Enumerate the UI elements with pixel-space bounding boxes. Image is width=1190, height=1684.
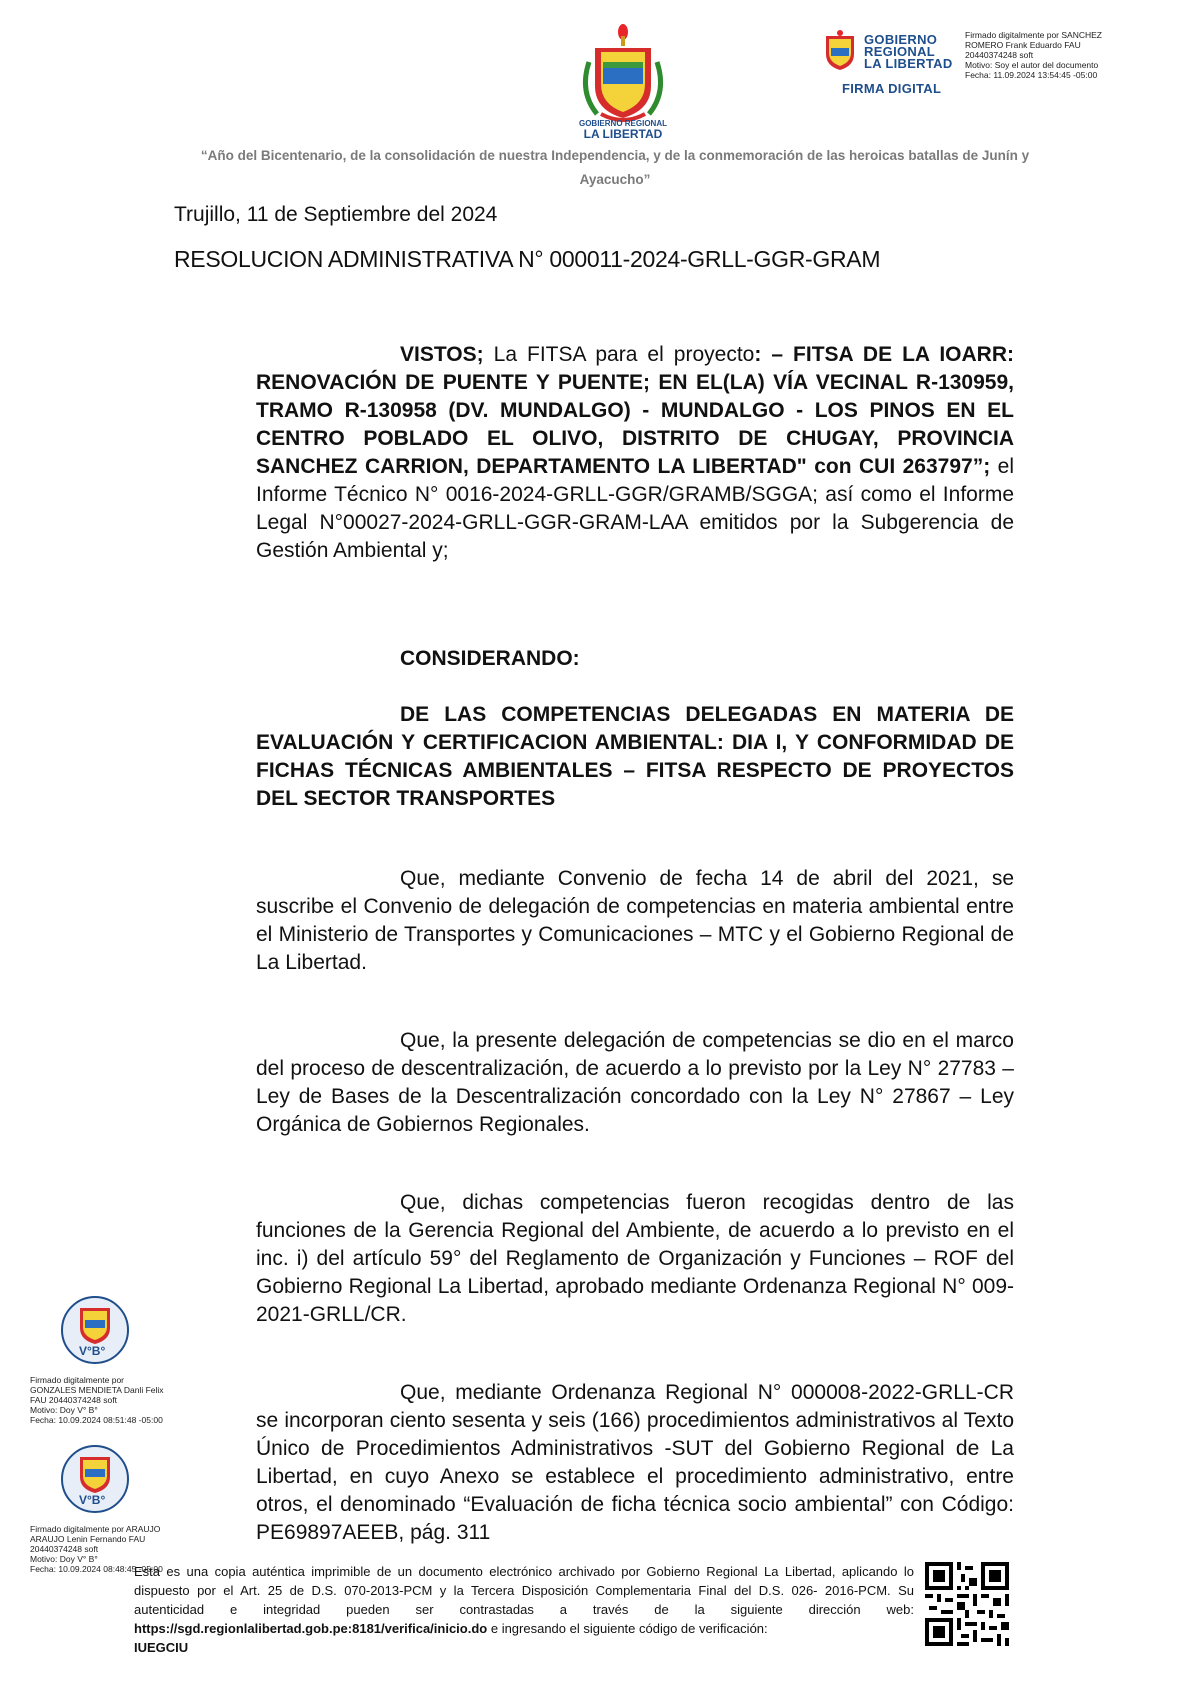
slogan: [190, 144, 1040, 192]
place-date: Trujillo, 11 de Septiembre del 2024: [174, 203, 498, 226]
paragraph-3: Que, dichas competencias fueron recogidas dentro de las funciones de la Gerencia Regional del Ambiente, de acuerdo a lo previsto en el inc. i) del artículo 59° del Reglamento de Organización y Funciones – ROF del Gobierno Regional La Libertad, aprobado mediante Ordenanza Regional N° 009-2021-GRLL/CR.: [256, 1191, 1014, 1326]
signature-logo-icon: [820, 28, 860, 72]
digital-signature-top: [820, 28, 1160, 98]
vb-label: V°B°: [79, 1344, 106, 1358]
paragraph-1: Que, mediante Convenio de fecha 14 de abril del 2021, se suscribe el Convenio de delegación de competencias en materia ambiental entre el Ministerio de Transportes y Comunicaciones – MTC y el Gobierno Regional de La Libertad.: [256, 867, 1014, 974]
project-name: : – FITSA DE LA IOARR: RENOVACIÓN DE PUENTE Y PUENTE; EN EL(LA) VÍA VECINAL R-130959, TRAMO R-130958 (DV. MUNDALGO) - MUNDALGO - LOS PINOS EN EL CENTRO POBLADO EL OLIVO, DISTRITO DE CHUGAY, PROVINCIA SANCHEZ CARRION, DEPARTAMENTO LA LIBERTAD" con CUI 263797”;: [256, 343, 1014, 478]
considerando-heading: CONSIDERANDO:: [400, 647, 580, 670]
verification-code: IUEGCIU: [134, 1640, 189, 1655]
paragraph-4: Que, mediante Ordenanza Regional N° 000008-2022-GRLL-CR se incorporan ciento sesenta y seis (166) procedimientos administrativos al Texto Único de Procedimientos Administrativos -SUT del Gobierno Regional de La Libertad, en cuyo Anexo se establece el procedimiento administrativo, entre otros, el denominado “Evaluación de ficha técnica socio ambiental” con Código: PE69897AEEB, pág. 311: [256, 1381, 1014, 1544]
vb-label: V°B°: [79, 1493, 106, 1507]
competencias-heading: DE LAS COMPETENCIAS DELEGADAS EN MATERIA DE EVALUACIÓN Y CERTIFICACION AMBIENTAL: DIA I, Y CONFORMIDAD DE FICHAS TÉCNICAS AMBIENTALES – FITSA RESPECTO DE PROYECTOS DEL SECTOR TRANSPORTES: [256, 703, 1014, 810]
signature-metadata: Firmado digitalmente por SANCHEZ ROMERO Frank Eduardo FAU 20440374248 soft Motivo: Soy el autor del documento Fecha: 11.09.2024 13:54:45 -05:00: [965, 30, 1102, 80]
regional-crest: [575, 22, 671, 146]
paragraph-2: Que, la presente delegación de competencias se dio en el marco del proceso de descentralización, de acuerdo a lo previsto por la Ley N° 27783 – Ley de Bases de la Descentralización concordado con la Ley N° 27867 – Ley Orgánica de Gobiernos Regionales.: [256, 1029, 1014, 1136]
crest-caption-1: GOBIERNO REGIONAL: [578, 119, 667, 128]
vb-stamp-metadata: Firmado digitalmente por GONZALES MENDIETA Danli Felix FAU 20440374248 soft Motivo: Doy V° B° Fecha: 10.09.2024 08:51:48 -05:00: [30, 1375, 164, 1425]
signature-org-name: GOBIERNO REGIONAL LA LIBERTAD: [864, 32, 953, 71]
verification-url[interactable]: https://sgd.regionlalibertad.gob.pe:8181/verifica/inicio.do: [134, 1621, 488, 1636]
vistos-label: VISTOS;: [400, 343, 484, 366]
resolution-title: RESOLUCION ADMINISTRATIVA N° 000011-2024-GRLL-GGR-GRAM: [174, 246, 881, 272]
crest-caption-2: LA LIBERTAD: [583, 127, 663, 141]
qr-code-icon: [925, 1562, 1009, 1646]
vistos-paragraph: VISTOS; La FITSA para el proyecto: – FITSA DE LA IOARR: RENOVACIÓN DE PUENTE Y PUENTE; EN EL(LA) VÍA VECINAL R-130959, TRAMO R-130958 (DV. MUNDALGO) - MUNDALGO - LOS PINOS EN EL CENTRO POBLADO EL OLIVO, DISTRITO DE CHUGAY, PROVINCIA SANCHEZ CARRION, DEPARTAMENTO LA LIBERTAD" con CUI 263797”; el Informe Técnico N° 0016-2024-GRLL-GGR/GRAMB/SGGA; así como el Informe Legal N°00027-2024-GRLL-GGR-GRAM-LAA emitidos por la Subgerencia de Gestión Ambiental y;: [256, 343, 1014, 562]
vb-stamp-1: [30, 1294, 190, 1425]
authenticity-footer: Esta es una copia auténtica imprimible de un documento electrónico archivado por Gobierno Regional La Libertad, aplicando lo dispuesto por el Art. 25 de D.S. 070-2013-PCM y la Tercera Disposición Complementaria Final del D.S. 026- 2016-PCM. Su autenticidad e integridad pueden ser contrastadas a través de la siguiente dirección web: https://sgd.regionlalibertad.gob.pe:8181/verifica/inicio.do e ingresando el siguiente código de verificación: IUEGCIU: [134, 1564, 914, 1655]
firma-digital-label: FIRMA DIGITAL: [842, 81, 942, 96]
slogan-line-1: “Año del Bicentenario, de la consolidación de nuestra Independencia, y de la conmemoración de las heroicas batallas de Junín y: [200, 148, 1030, 163]
slogan-line-2: Ayacucho”: [579, 172, 651, 187]
vb-stamp-2: [30, 1443, 190, 1574]
vb-stamp-metadata: Firmado digitalmente por ARAUJO ARAUJO Lenin Fernando FAU 20440374248 soft Motivo: Doy V° B° Fecha: 10.09.2024 08:48:45 -05:00: [30, 1524, 163, 1574]
